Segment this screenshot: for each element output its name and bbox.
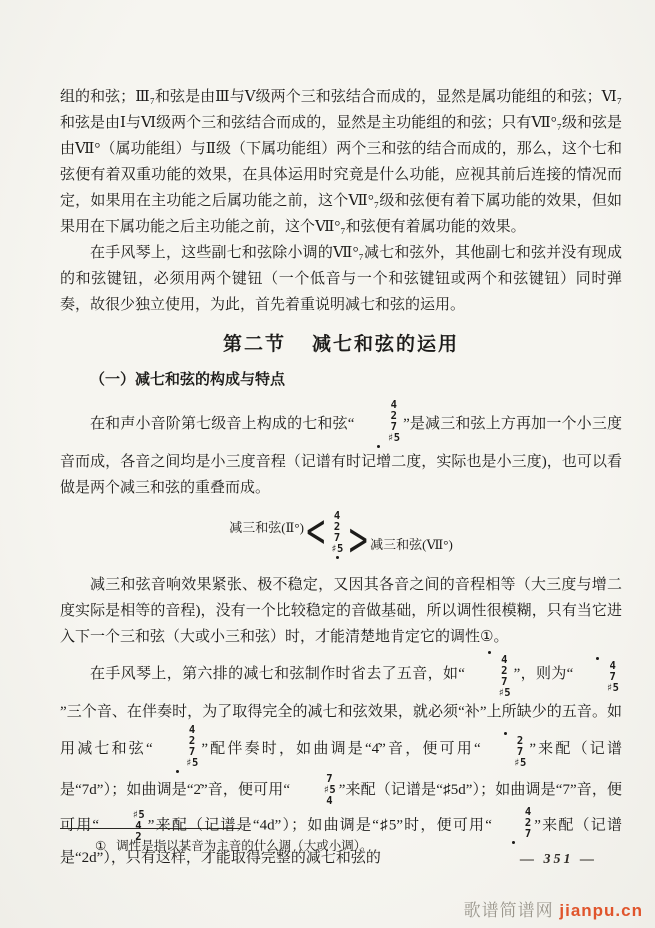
paragraph-accordion-buttons: 在手风琴上，这些副七和弦除小调的Ⅶ°₇减七和弦外，其他副七和弦并没有现成的和弦键钮，必须用两个键钮（一个低音与一个和弦键钮或两个和弦键钮）同时弹奏，故很少独立使用，为此，首先着重说明减七和弦的运用。	[60, 245, 622, 313]
paragraph-dim7-construction: 在和声小音阶第七级音上构成的七和弦“ 4 2 7 ♯5 ”是减三和弦上方再加一个小三度音而成，各音之间均是小三度音程（记谱有时记增二度，实际也是小三度)，也可以看做是两个减三和弦的重叠而成。	[60, 399, 622, 496]
jianpu-chord-stack: 4 2 7	[495, 807, 531, 845]
right-angle-bracket-icon: >	[347, 515, 370, 567]
paragraph-chord-functions: 组的和弦；Ⅲ₇和弦是由Ⅲ与Ⅴ级两个三和弦结合而成的，显然是属功能组的和弦；Ⅵ₇和弦是由Ⅰ与Ⅵ级两个三和弦结合而成的，显然是主功能组的和弦；只有Ⅶ°₇级和弦是由Ⅶ°（属功能组）与Ⅱ级（下属功能组）两个三和弦的结合而成的，那么，这个七和弦便有着双重功能的效果，在具体运用时究竟是什么功能，应视其前后连接的情况而定，如果用在主功能之后属功能之前，这个Ⅶ°₇级和弦便有着下属功能的效果，但如果用在下属功能之后主功能之前，这个Ⅶ°₇和弦便有着属功能的效果。	[60, 89, 622, 235]
left-angle-bracket-icon: <	[304, 506, 327, 558]
watermark	[464, 896, 643, 921]
octave-dot	[176, 770, 179, 773]
jianpu-chord-stack: 2 7 ♯5	[484, 731, 527, 769]
diagram-left-label: 减三和弦(Ⅱ°)	[229, 519, 304, 535]
jianpu-chord-stack: ♯5 4 2	[132, 808, 145, 843]
jianpu-chord-stack: 7 ♯5 4	[323, 773, 336, 807]
section-title: 减七和弦的运用	[312, 334, 460, 355]
subsection-heading: （一）减七和弦的构成与特点	[90, 371, 286, 388]
diagram-right-label: 减三和弦(Ⅶ°)	[370, 536, 453, 552]
page-content	[60, 84, 622, 871]
section-heading	[60, 334, 622, 356]
jianpu-chord-stack: 4 2 7 ♯5	[156, 725, 199, 774]
paragraph-dim7-instability: 减三和弦音响效果紧张、极不稳定，又因其各音之间的音程相等（大三度与增二度实际是相等的音程)，没有一个比较稳定的音做基础，所以调性很模糊，只有当它进入下一个三和弦（大或小三和弦）时，才能清楚地肯定它的调性①。	[60, 577, 622, 645]
jianpu-chord-stack: 4 2 7 ♯5	[357, 400, 400, 449]
octave-dot	[377, 445, 380, 448]
footnote-text: 调性是指以某音为主音的什么调（大或小调）。	[116, 839, 373, 853]
footnote-marker: ①	[95, 839, 107, 853]
section-number: 第二节	[222, 334, 286, 355]
watermark-site-name: 歌谱简谱网	[463, 901, 554, 920]
jianpu-chord-stack: 4 2 7 ♯5	[331, 511, 344, 560]
octave-dot	[596, 657, 599, 660]
jianpu-chord-stack: 4 7 ♯5	[576, 656, 619, 694]
watermark-domain-link[interactable]: jianpu.cn	[559, 901, 643, 920]
jianpu-chord-stack: 4 2 7 ♯5	[468, 650, 511, 699]
octave-dot	[336, 556, 339, 559]
page-number: — 351 —	[520, 852, 597, 867]
footnote-divider	[60, 828, 240, 829]
diagram-chord-stack	[328, 511, 347, 560]
chord-diagram	[60, 506, 622, 567]
footnote	[95, 838, 575, 854]
octave-dot	[488, 651, 491, 654]
octave-dot	[504, 732, 507, 735]
paragraph-dim7-accompaniment: 在手风琴上，第六排的减七和弦制作时省去了五音，如“ 4 2 7 ♯5 ”，则为“ 4 7 ♯5 ”三个音、在伴奏时，为了取得完全的减七和弦效果，就必须“补”上所缺少的五音。如用减七和弦“ 4 2 7 ♯5 ”配伴奏时，如曲调是“4̇”音，便可用“ 2 7 ♯5 ”来配（记谱是“7d”）；如曲调是“2̇”音，便可用“ 7 ♯5 4 ”来配（记谱是“♯5d”）；如曲调是“7”音，便可用“ ♯5 4 2 ”来配（记谱是“4d”）；如曲调是“♯5”时，便可用“ 4 2 7 ”来配（记谱是“2d”），只有这样，才能取得完整的减七和弦的	[60, 650, 622, 871]
